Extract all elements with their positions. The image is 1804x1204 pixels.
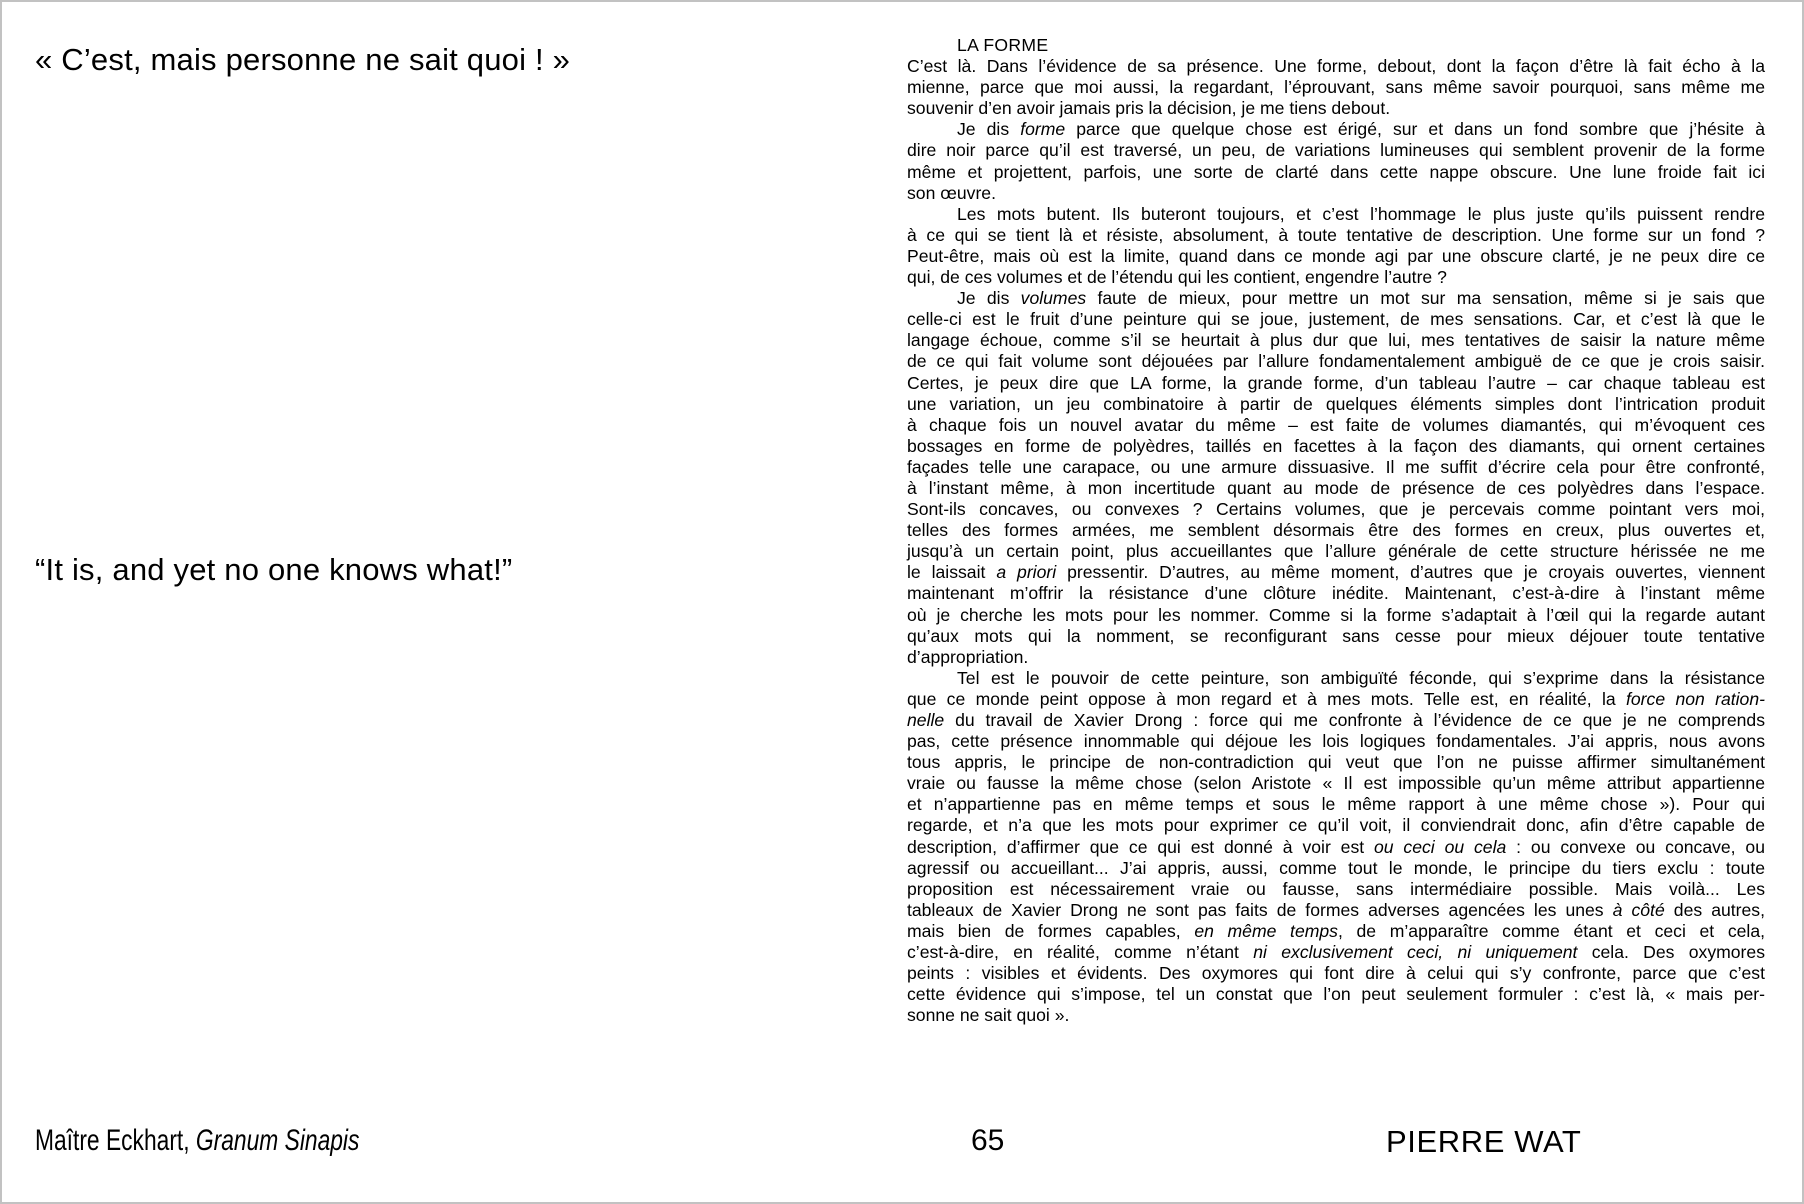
text-line: regarde, et n’a que les mots pour exprimer ce qu’il voit, il conviendrait donc, afin d’être capable de bbox=[907, 815, 1765, 836]
text-line: Certes, je peux dire que LA forme, la grande forme, d’un tableau l’autre – car chaque tableau est bbox=[907, 372, 1765, 393]
text-line: d’appropriation. bbox=[907, 646, 1029, 667]
text-line: et n’appartienne pas en même temps et sous le même rapport à une même chose »). Pour qui bbox=[907, 794, 1765, 815]
text-line: proposition est nécessairement vraie ou fausse, sans intermédiaire possible. Mais voilà... Les bbox=[907, 878, 1765, 899]
text-line: cette évidence qui s’impose, tel un constat que l’on peut seulement formuler : c’est là, « mais per- bbox=[907, 984, 1765, 1005]
text-line: tous appris, le principe de non-contradiction qui veut que l’on ne puisse affirmer simultanément bbox=[907, 752, 1765, 773]
footer-attribution bbox=[35, 1124, 359, 1158]
text-line: que ce monde peint oppose à mon regard et à mes mots. Telle est, en réalité, la force non ration- bbox=[907, 688, 1765, 709]
text-line: qui, de ces volumes et de l’étendu qui les contient, engendre l’autre ? bbox=[907, 267, 1447, 288]
text-line: à l’instant même, à mon incertitude quant au mode de présence de ces polyèdres dans l’espace. bbox=[907, 477, 1765, 498]
text-line: mienne, parce que moi aussi, la regardant, l’éprouvant, sans même savoir pourquoi, sans même me bbox=[907, 77, 1765, 98]
text-line: jusqu’à un certain point, plus accueillantes que l’allure générale de cette structure hérissée ne me bbox=[907, 541, 1765, 562]
text-line: le laissait a priori pressentir. D’autres, au même moment, d’autres que je croyais ouvertes, viennent bbox=[907, 562, 1766, 583]
text-line: C’est là. Dans l’évidence de sa présence. Une forme, debout, dont la façon d’être là fait écho à la bbox=[907, 56, 1765, 77]
text-line: c’est-à-dire, en réalité, comme n’étant ni exclusivement ceci, ni uniquement cela. Des oxymores bbox=[907, 942, 1765, 963]
text-line: langage échoue, comme s’il se heurtait à plus dur que lui, mes tentatives de saisir la nature même bbox=[907, 330, 1765, 351]
article-body bbox=[907, 56, 1765, 1026]
footer-author-name: PIERRE WAT bbox=[1386, 1124, 1582, 1159]
text-line: sonne ne sait quoi ». bbox=[907, 1005, 1070, 1026]
text-line: peints : visibles et évidents. Des oxymores qui font dire à celui qui s’y confronte, parce que c’est bbox=[907, 963, 1765, 984]
text-line: souvenir d’en avoir jamais pris la décision, je me tiens debout. bbox=[907, 98, 1391, 119]
text-line: description, d’affirmer que ce qui est donné à voir est ou ceci ou cela : ou convexe ou concave, ou bbox=[907, 836, 1766, 857]
text-line: Peut-être, mais où est la limite, quand dans ce monde agi par une obscure clarté, je ne peux dire ce bbox=[907, 245, 1765, 266]
text-line: nelle du travail de Xavier Drong : force qui me confronte à l’évidence de ce que je ne comprends bbox=[907, 710, 1765, 730]
text-line: agressif ou accueillant... J’ai appris, aussi, comme tout le monde, le principe du tiers exclu : toute bbox=[907, 857, 1765, 878]
text-line: vraie ou fausse la même chose (selon Aristote « Il est impossible qu’un même attribut appartienne bbox=[907, 773, 1765, 794]
text-line: Tel est le pouvoir de cette peinture, son ambiguïté féconde, qui s’exprime dans la résistance bbox=[957, 667, 1765, 688]
text-line: à chaque fois un nouvel avatar du même – est faite de volumes diamantés, qui m’évoquent ces bbox=[907, 414, 1765, 435]
text-line: tableaux de Xavier Drong ne sont pas faits de formes adverses agencées les unes à côté des autres, bbox=[907, 899, 1765, 920]
pull-quote-french: « C’est, mais personne ne sait quoi ! » bbox=[35, 42, 571, 77]
text-line: Je dis forme parce que quelque chose est érigé, sur et dans un fond sombre que j’hésite à bbox=[957, 119, 1765, 140]
text-line: son œuvre. bbox=[907, 182, 996, 203]
text-line: maintenant m’offrir la résistance d’une clôture inédite. Maintenant, c’est-à-dire à l’instant même bbox=[907, 583, 1765, 604]
article-column bbox=[907, 35, 1765, 1026]
text-line: à ce qui se tient là et résiste, absolument, à toute tentative de description. Une forme sur un fond ? bbox=[907, 224, 1765, 245]
article-heading: LA FORME bbox=[957, 35, 1049, 55]
text-line: dire noir parce qu’il est traversé, un peu, de variations lumineuses qui semblent provenir de la forme bbox=[907, 140, 1765, 161]
text-line: Les mots butent. Ils buteront toujours, et c’est l’hommage le plus juste qu’ils puissent rendre bbox=[957, 203, 1765, 224]
text-line: celle-ci est le fruit d’une peinture qui se joue, justement, de mes sensations. Car, et c’est là que le bbox=[907, 309, 1765, 330]
footer-attribution-work: Granum Sinapis bbox=[195, 1124, 360, 1157]
text-line: pas, cette présence innommable qui déjoue les lois logiques fondamentales. J’ai appris, nous avons bbox=[907, 731, 1765, 752]
pull-quote-english: “It is, and yet no one knows what!” bbox=[35, 552, 513, 587]
text-line: telles des formes armées, me semblent désormais être des formes en creux, plus ouvertes et, bbox=[907, 520, 1765, 541]
text-line: Je dis volumes faute de mieux, pour mettre un mot sur ma sensation, même si je sais que bbox=[957, 288, 1765, 309]
text-line: de ce qui fait volume sont déjouées par l’allure fondamentalement ambiguë de ce que je crois saisir. bbox=[907, 351, 1765, 372]
text-line: même et projettent, parfois, une sorte de clarté dans cette nappe obscure. Une lune froide fait ici bbox=[907, 161, 1765, 182]
text-line: une variation, un jeu combinatoire à partir de quelques éléments simples dont l’intrication produit bbox=[907, 393, 1765, 414]
page-number: 65 bbox=[971, 1124, 1005, 1157]
text-line: où je cherche les mots pour les nommer. Comme si la forme s’adaptait à l’œil qui la regarde autant bbox=[907, 604, 1765, 625]
text-line: qu’aux mots qui la nomment, se reconfigurant sans cesse pour mieux déjouer toute tentative bbox=[907, 625, 1765, 646]
text-line: mais bien de formes capables, en même temps, de m’apparaître comme étant et ceci et cela, bbox=[907, 920, 1766, 941]
text-line: façades telle une carapace, ou une armure dissuasive. Il me suffit d’écrire cela pour être confronté, bbox=[907, 456, 1765, 477]
text-line: Sont-ils concaves, ou convexes ? Certains volumes, que je percevais comme pointant vers moi, bbox=[907, 499, 1765, 520]
text-line: bossages en forme de polyèdres, taillés en facettes à la façon des diamants, qui ornent certaines bbox=[907, 435, 1765, 456]
footer-attribution-author: Maître Eckhart, bbox=[35, 1124, 196, 1157]
